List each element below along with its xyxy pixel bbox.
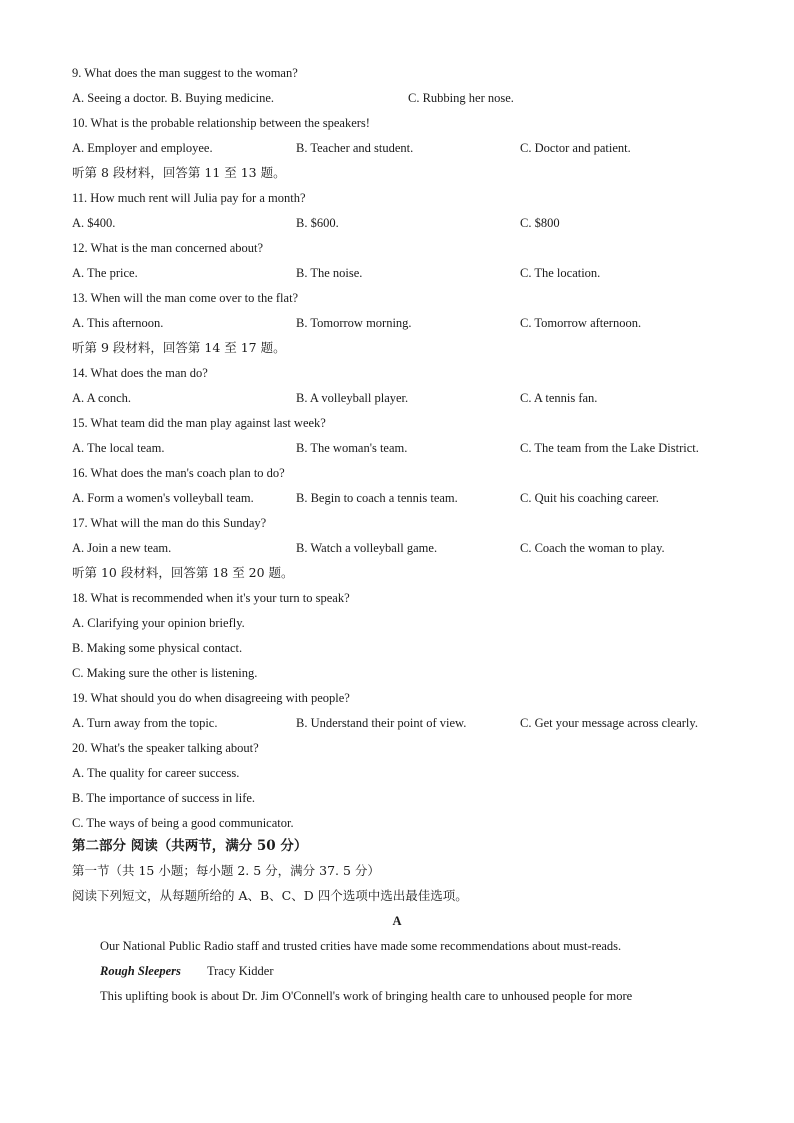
book-author: Tracy Kidder — [206, 964, 274, 978]
question-line: 13. When will the man come over to the flat? — [72, 291, 299, 305]
question-line: 14. What does the man do? — [72, 366, 208, 380]
option-a: A. $400. — [72, 216, 116, 230]
options-row — [72, 490, 772, 506]
option-c: C. Rubbing her nose. — [408, 91, 514, 105]
option-c: C. Quit his coaching career. — [520, 491, 659, 505]
option-b: B. Begin to coach a tennis team. — [296, 491, 458, 505]
options-row — [72, 90, 772, 106]
book-title: Rough Sleepers — [100, 964, 181, 978]
question-line: 12. What is the man concerned about? — [72, 241, 264, 255]
option-a: A. The local team. — [72, 441, 165, 455]
option-b: B. Teacher and student. — [296, 141, 414, 155]
option-a: A. Employer and employee. — [72, 141, 213, 155]
option-a: A. This afternoon. — [72, 316, 164, 330]
option-b: B. $600. — [296, 216, 339, 230]
option-c: C. Coach the woman to play. — [520, 541, 665, 555]
option-a: A. Seeing a doctor. B. Buying medicine. — [72, 91, 275, 105]
section-heading: 第二部分 阅读（共两节，满分 50 分） — [72, 838, 308, 854]
listening-instruction: 听第 9 段材料，回答第 14 至 17 题。 — [72, 340, 286, 355]
option-a: A. A conch. — [72, 391, 132, 405]
question-line: B. Making some physical contact. — [72, 641, 243, 655]
options-row — [72, 715, 772, 731]
passage-label: A — [392, 914, 402, 928]
option-c: C. Tomorrow afternoon. — [520, 316, 642, 330]
passage-intro: Our National Public Radio staff and trusted crities have made some recommendations about must-reads. — [100, 939, 622, 953]
book-entry — [100, 963, 274, 979]
option-c: C. A tennis fan. — [520, 391, 598, 405]
section-instruction: 阅读下列短文，从每题所给的 A、B、C、D 四个选项中选出最佳选项。 — [72, 888, 468, 903]
question-line: 20. What's the speaker talking about? — [72, 741, 259, 755]
passage-paragraph: This uplifting book is about Dr. Jim O'Connell's work of bringing health care to unhoused people for more — [100, 989, 633, 1003]
option-b: B. Understand their point of view. — [296, 716, 467, 730]
question-line: A. Clarifying your opinion briefly. — [72, 616, 245, 630]
question-line: 17. What will the man do this Sunday? — [72, 516, 267, 530]
question-line: 18. What is recommended when it's your turn to speak? — [72, 591, 350, 605]
listening-instruction: 听第 10 段材料，回答第 18 至 20 题。 — [72, 565, 294, 580]
question-line: 9. What does the man suggest to the woman? — [72, 66, 298, 80]
option-b: B. The woman's team. — [296, 441, 408, 455]
options-row — [72, 440, 772, 456]
option-b: B. The noise. — [296, 266, 363, 280]
options-row — [72, 215, 772, 231]
question-line: C. The ways of being a good communicator. — [72, 816, 294, 830]
option-a: A. Form a women's volleyball team. — [72, 491, 254, 505]
option-a: A. Join a new team. — [72, 541, 172, 555]
question-line: C. Making sure the other is listening. — [72, 666, 258, 680]
option-c: C. Get your message across clearly. — [520, 716, 698, 730]
option-c: C. The team from the Lake District. — [520, 441, 699, 455]
question-line: 19. What should you do when disagreeing with people? — [72, 691, 350, 705]
option-a: A. Turn away from the topic. — [72, 716, 218, 730]
options-row — [72, 390, 772, 406]
listening-instruction: 听第 8 段材料，回答第 11 至 13 题。 — [72, 165, 286, 180]
section-subheading: 第一节（共 15 小题；每小题 2. 5 分，满分 37. 5 分） — [72, 863, 380, 878]
question-line: A. The quality for career success. — [72, 766, 240, 780]
option-c: C. The location. — [520, 266, 601, 280]
question-line: 16. What does the man's coach plan to do? — [72, 466, 285, 480]
option-b: B. Watch a volleyball game. — [296, 541, 438, 555]
option-c: C. Doctor and patient. — [520, 141, 631, 155]
question-line: B. The importance of success in life. — [72, 791, 256, 805]
option-a: A. The price. — [72, 266, 138, 280]
options-row — [72, 315, 772, 331]
question-line: 15. What team did the man play against last week? — [72, 416, 326, 430]
options-row — [72, 140, 772, 156]
question-line: 11. How much rent will Julia pay for a month? — [72, 191, 306, 205]
question-line: 10. What is the probable relationship between the speakers! — [72, 116, 370, 130]
option-b: B. A volleyball player. — [296, 391, 409, 405]
options-row — [72, 265, 772, 281]
options-row — [72, 540, 772, 556]
option-b: B. Tomorrow morning. — [296, 316, 412, 330]
option-c: C. $800 — [520, 216, 560, 230]
